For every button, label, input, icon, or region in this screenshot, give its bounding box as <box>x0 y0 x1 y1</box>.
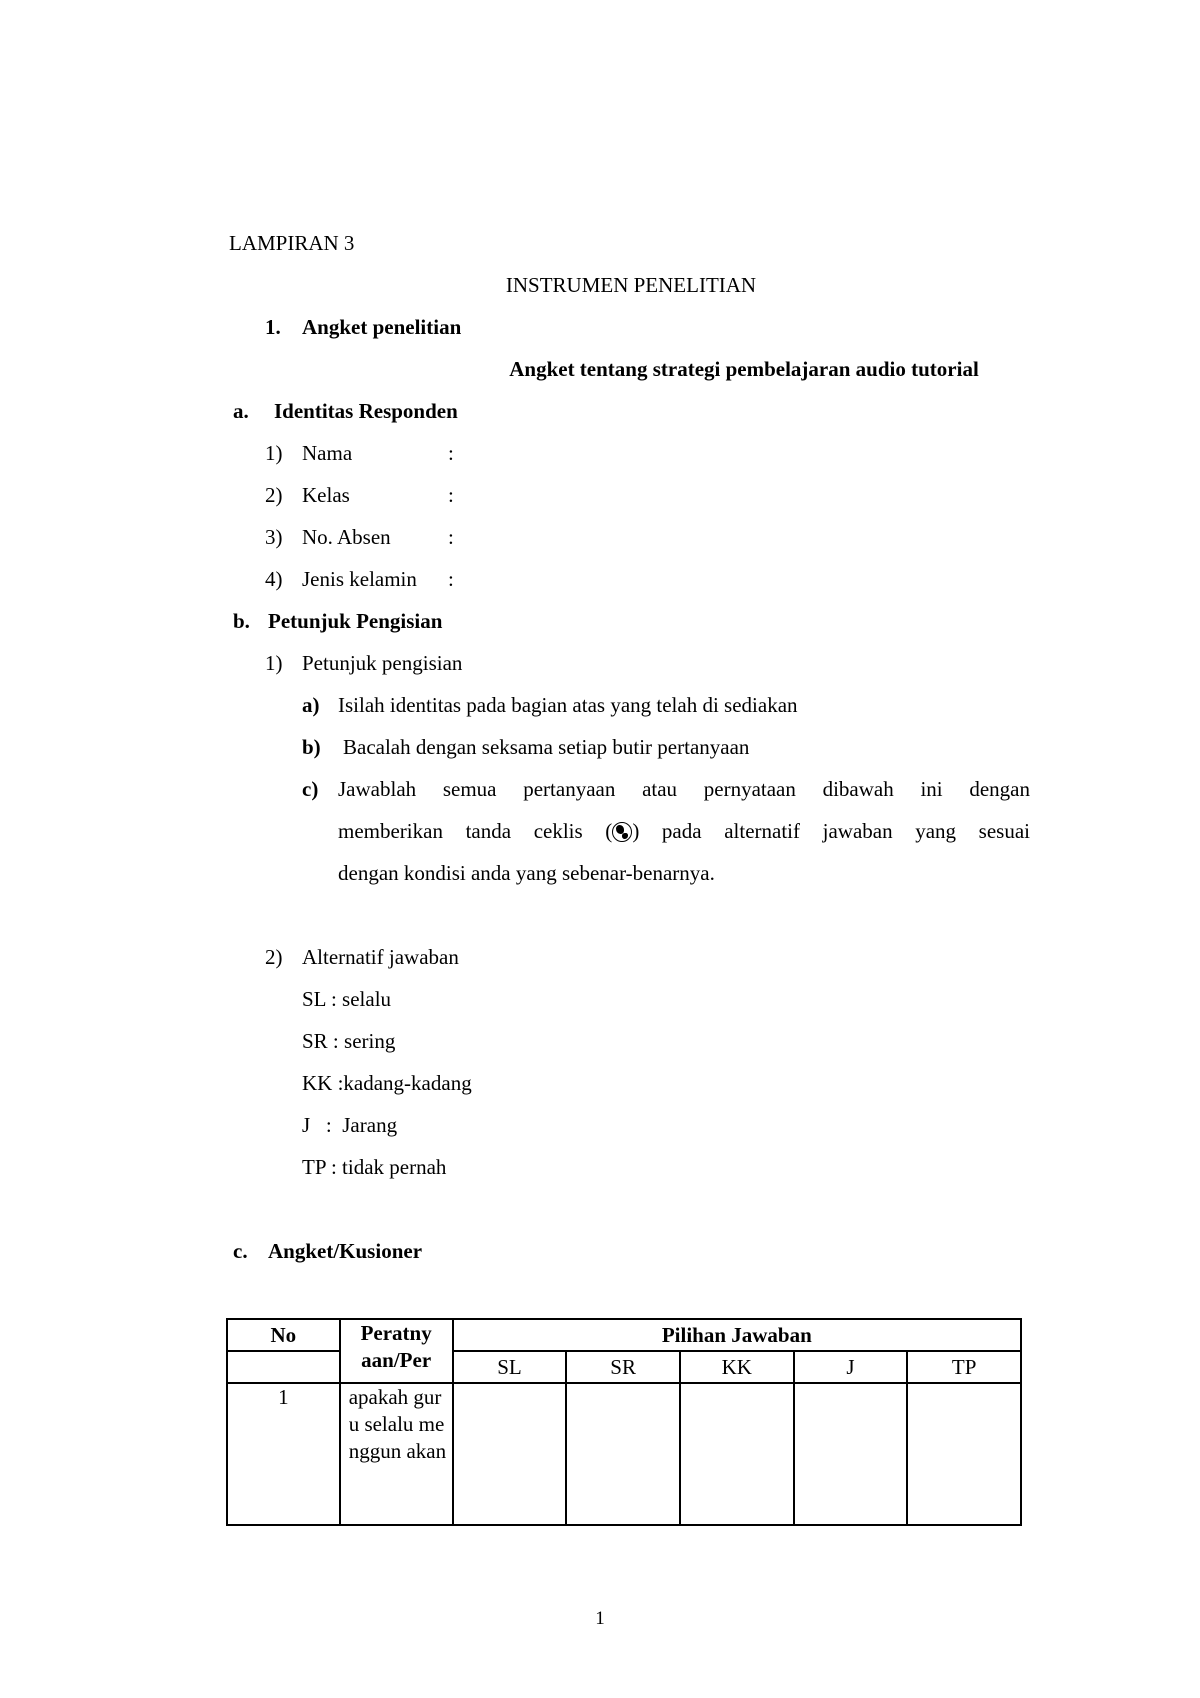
sub-text-b: Bacalah dengan seksama setiap butir pertanyaan <box>343 735 750 759</box>
answer-cell-kk[interactable] <box>680 1383 794 1525</box>
section-label: Angket penelitian <box>302 315 462 339</box>
alternative-item: SL : selalu <box>302 987 392 1011</box>
alternative-item: J : Jarang <box>302 1113 398 1137</box>
field-label-nama: Nama <box>302 441 353 465</box>
alternative-item: TP : tidak pernah <box>302 1155 447 1179</box>
alternative-item: KK :kadang-kadang <box>302 1071 472 1095</box>
option-sr: SR <box>566 1351 680 1383</box>
header-no-blank <box>227 1351 340 1383</box>
field-colon: : <box>448 483 454 507</box>
alternative-item: SR : sering <box>302 1029 396 1053</box>
sub-text-c-line1: Jawablah semua pertanyaan atau pernyataan dibawah ini dengan <box>338 777 1030 801</box>
sub-text-c-line3: dengan kondisi anda yang sebenar-benarnya. <box>338 861 715 885</box>
list-number: 1) <box>265 651 283 675</box>
lampiran-label: LAMPIRAN 3 <box>229 231 355 255</box>
row-statement: apakah guru selalu menggun akan <box>340 1383 453 1525</box>
answer-cell-sr[interactable] <box>566 1383 680 1525</box>
answer-cell-j[interactable] <box>794 1383 908 1525</box>
list-number: 2) <box>265 945 283 969</box>
field-number: 3) <box>265 525 283 549</box>
header-statement: Peratny aan/Per <box>340 1319 453 1383</box>
subtitle: Angket tentang strategi pembelajaran audio tutorial <box>509 357 979 381</box>
field-number: 4) <box>265 567 283 591</box>
header-no: No <box>227 1319 340 1351</box>
identitas-marker: a. <box>233 399 249 423</box>
sub-marker-c: c) <box>302 777 319 801</box>
table-row <box>227 1383 1021 1525</box>
sub-marker-a: a) <box>302 693 320 717</box>
field-label-kelas: Kelas <box>302 483 350 507</box>
identitas-heading: Identitas Responden <box>274 399 458 423</box>
globe-icon <box>612 822 632 842</box>
field-number: 2) <box>265 483 283 507</box>
sub-text-c-line2-end: ) pada alternatif jawaban yang sesuai <box>632 819 1030 843</box>
petunjuk-item-label: Petunjuk pengisian <box>302 651 463 675</box>
option-tp: TP <box>907 1351 1021 1383</box>
field-colon: : <box>448 441 454 465</box>
field-label-kelamin: Jenis kelamin <box>302 567 417 591</box>
option-j: J <box>794 1351 908 1383</box>
field-number: 1) <box>265 441 283 465</box>
sub-marker-b: b) <box>302 735 321 759</box>
petunjuk-heading: Petunjuk Pengisian <box>268 609 443 633</box>
answer-cell-sl[interactable] <box>453 1383 567 1525</box>
header-choices: Pilihan Jawaban <box>453 1319 1021 1351</box>
angket-marker: c. <box>233 1239 248 1263</box>
section-number: 1. <box>265 315 281 339</box>
page-number: 1 <box>595 1608 605 1629</box>
field-colon: : <box>448 525 454 549</box>
option-kk: KK <box>680 1351 794 1383</box>
answer-cell-tp[interactable] <box>907 1383 1021 1525</box>
questionnaire-table <box>226 1318 1022 1526</box>
sub-text-c-line2-start: memberikan tanda ceklis ( <box>338 819 613 843</box>
angket-heading: Angket/Kusioner <box>268 1239 423 1263</box>
document-title: INSTRUMEN PENELITIAN <box>505 273 757 297</box>
sub-text-c-line2 <box>338 818 1030 844</box>
option-sl: SL <box>453 1351 567 1383</box>
field-label-absen: No. Absen <box>302 525 391 549</box>
field-colon: : <box>448 567 454 591</box>
petunjuk-marker: b. <box>233 609 250 633</box>
alternatives-label: Alternatif jawaban <box>302 945 459 969</box>
row-number: 1 <box>227 1383 340 1525</box>
sub-text-a: Isilah identitas pada bagian atas yang telah di sediakan <box>338 693 798 717</box>
